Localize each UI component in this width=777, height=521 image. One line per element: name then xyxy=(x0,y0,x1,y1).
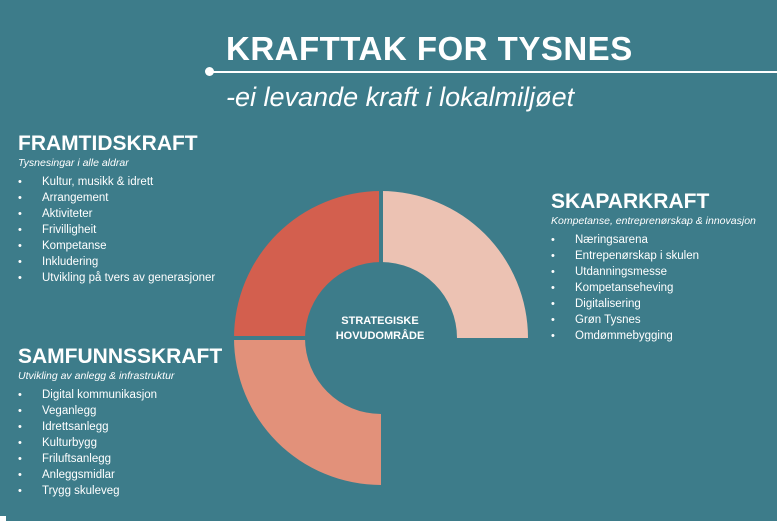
list-item: • Friluftsanlegg xyxy=(18,451,222,467)
list-item: • Trygg skuleveg xyxy=(18,483,222,499)
framtidskraft-section xyxy=(18,132,215,286)
framtidskraft-list xyxy=(18,174,215,286)
list-item: • Entrepenørskap i skulen xyxy=(551,248,756,264)
list-item: • Kultur, musikk & idrett xyxy=(18,174,215,190)
list-item: • Digitalisering xyxy=(551,296,756,312)
list-item: • Aktiviteter xyxy=(18,206,215,222)
list-item: • Arrangement xyxy=(18,190,215,206)
list-item: • Inkludering xyxy=(18,254,215,270)
skaparkraft-section xyxy=(551,190,756,344)
list-item: • Utdanningsmesse xyxy=(551,264,756,280)
list-item: • Utvikling på tvers av generasjoner xyxy=(18,270,215,286)
samfunnskraft-tagline: Utvikling av anlegg & infrastruktur xyxy=(18,370,175,382)
list-item: • Kulturbygg xyxy=(18,435,222,451)
samfunnskraft-list xyxy=(18,387,222,499)
list-item: • Frivilligheit xyxy=(18,222,215,238)
list-item: • Grøn Tysnes xyxy=(551,312,756,328)
framtidskraft-heading: FRAMTIDSKRAFT xyxy=(18,132,198,155)
page-subtitle: -ei levande kraft i lokalmiljøet xyxy=(226,82,575,112)
list-item: • Digital kommunikasjon xyxy=(18,387,222,403)
list-item: • Idrettsanlegg xyxy=(18,419,222,435)
corner-mark xyxy=(0,516,6,521)
samfunnskraft-heading: SAMFUNNSSKRAFT xyxy=(18,345,223,368)
skaparkraft-list xyxy=(551,232,756,344)
list-item: • Omdømmebygging xyxy=(551,328,756,344)
donut-center-label xyxy=(300,314,460,344)
page-title: KRAFTTAK FOR TYSNES xyxy=(226,30,633,67)
list-item: • Anleggsmidlar xyxy=(18,467,222,483)
samfunnskraft-section xyxy=(18,345,222,499)
skaparkraft-heading: SKAPARKRAFT xyxy=(551,190,710,213)
list-item: • Næringsarena xyxy=(551,232,756,248)
center-label-line2: HOVUDOMRÅDE xyxy=(335,330,425,342)
list-item: • Kompetanse xyxy=(18,238,215,254)
list-item: • Kompetanseheving xyxy=(551,280,756,296)
framtidskraft-tagline: Tysnesingar i alle aldrar xyxy=(18,157,129,169)
skaparkraft-tagline: Kompetanse, entreprenørskap & innovasjon xyxy=(551,215,756,227)
segment-samfunnskraft xyxy=(234,338,381,485)
list-item: • Veganlegg xyxy=(18,403,222,419)
center-label-line1: STRATEGISKE xyxy=(341,315,419,327)
